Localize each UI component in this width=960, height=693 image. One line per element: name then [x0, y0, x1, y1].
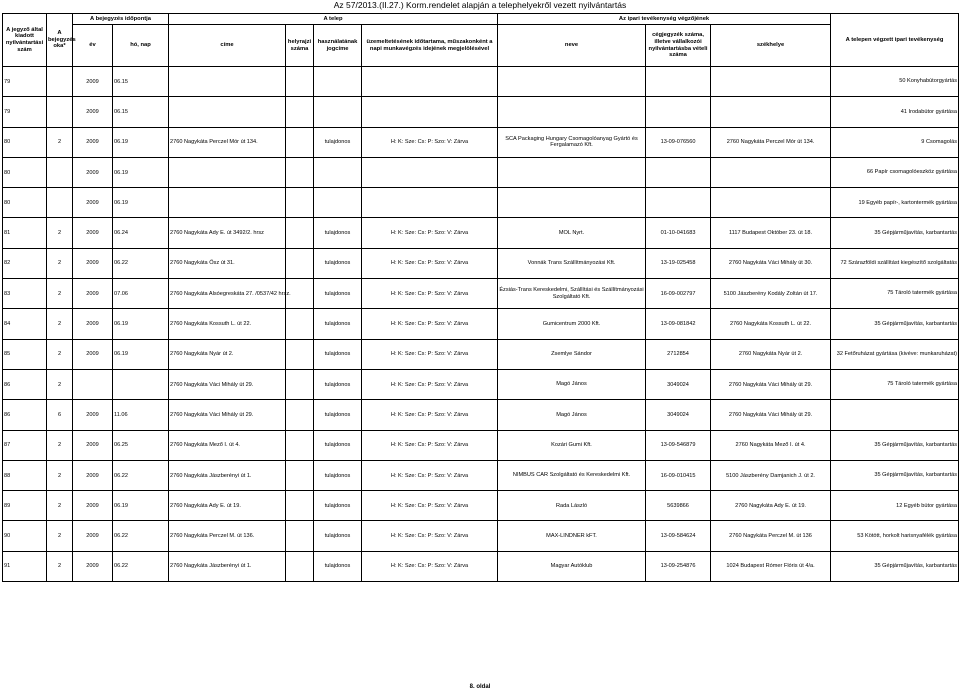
table-row [3, 400, 959, 430]
cell-szekhely [711, 97, 831, 127]
cell-ho: 06.19 [113, 188, 169, 218]
cell-ev: 2009 [73, 521, 113, 551]
table-row [3, 369, 959, 399]
cell-cim [169, 188, 286, 218]
cell-cim: 2760 Nagykáta Nyár út 2. [169, 339, 286, 369]
cell-hrsz [286, 97, 314, 127]
cell-tev: 75 Tároló tatermék gyártása [831, 279, 959, 309]
cell-neve: SCA Packaging Hungary Csomagolóanyag Gyártó és Fergalamazó Kft. [498, 127, 646, 157]
table-row [3, 309, 959, 339]
cell-cim: 2760 Nagykáta Ősz út 31. [169, 248, 286, 278]
cell-szekhely [711, 157, 831, 187]
cell-uzem: H: K: Sze: Cs: P: Szo: V: Zárva [362, 127, 498, 157]
cell-cim: 2760 Nagykáta Perczel M. út 136. [169, 521, 286, 551]
cell-szam: 80 [3, 188, 47, 218]
header-uzemeltetes: üzemeltetésének időtartama, műszakonként a napi munkavégzés idejének megjelölésével [362, 25, 498, 67]
cell-cim [169, 157, 286, 187]
cell-tev: 35 Gépjárműjavítás, karbantartás [831, 460, 959, 490]
cell-szam: 84 [3, 309, 47, 339]
header-szekhely: székhelye [711, 25, 831, 67]
cell-szam: 89 [3, 491, 47, 521]
cell-ceg: 16-09-010415 [646, 460, 711, 490]
cell-oka: 2 [47, 551, 73, 581]
table-row [3, 157, 959, 187]
cell-ceg: 3049024 [646, 369, 711, 399]
page-number: 8. oldal [469, 684, 491, 690]
cell-hrsz [286, 339, 314, 369]
cell-ev: 2009 [73, 248, 113, 278]
cell-oka [47, 157, 73, 187]
cell-tev [831, 400, 959, 430]
cell-hrsz [286, 460, 314, 490]
cell-oka: 2 [47, 127, 73, 157]
cell-ho: 06.22 [113, 551, 169, 581]
cell-neve: Rada László [498, 491, 646, 521]
cell-ev: 2009 [73, 279, 113, 309]
cell-tev: 41 Irodabútor gyártása [831, 97, 959, 127]
cell-szekhely: 2760 Nagykáta Perczel M. út 136 [711, 521, 831, 551]
cell-ceg: 13-09-254876 [646, 551, 711, 581]
cell-cim: 2760 Nagykáta Váci Mihály út 29. [169, 400, 286, 430]
cell-ev: 2009 [73, 309, 113, 339]
table-row [3, 127, 959, 157]
cell-ceg: 01-10-041683 [646, 218, 711, 248]
cell-oka [47, 67, 73, 97]
cell-neve: MOL Nyrt. [498, 218, 646, 248]
cell-szekhely: 1024 Budapest Rómer Flóris út 4/a. [711, 551, 831, 581]
header-hrsz: helyrajzi száma [286, 25, 314, 67]
cell-ceg: 13-09-081842 [646, 309, 711, 339]
cell-ho: 06.19 [113, 157, 169, 187]
header-ev: év [73, 25, 113, 67]
cell-szam: 86 [3, 369, 47, 399]
cell-oka: 2 [47, 521, 73, 551]
header-group-ipari: Az ipari tevékenység végzőjének [498, 14, 831, 25]
cell-szekhely: 2760 Nagykáta Kossuth L. út 22. [711, 309, 831, 339]
cell-jogcim: tulajdonos [314, 309, 362, 339]
cell-ev: 2009 [73, 127, 113, 157]
cell-jogcim: tulajdonos [314, 279, 362, 309]
cell-szam: 83 [3, 279, 47, 309]
cell-uzem [362, 157, 498, 187]
cell-oka: 2 [47, 339, 73, 369]
cell-ceg: 13-09-584624 [646, 521, 711, 551]
cell-cim: 2760 Nagykáta Alsóegreskáta 27. /0537/42 hrsz. [169, 279, 286, 309]
cell-szekhely: 2760 Nagykáta Nyár út 2. [711, 339, 831, 369]
cell-tev: 19 Egyéb papír-, kartontermék gyártása [831, 188, 959, 218]
cell-oka: 2 [47, 248, 73, 278]
cell-neve: Magyar Autóklub [498, 551, 646, 581]
cell-ho: 06.15 [113, 67, 169, 97]
cell-uzem: H: K: Sze: Cs: P: Szo: V: Zárva [362, 521, 498, 551]
header-cime: címe [169, 25, 286, 67]
cell-oka: 2 [47, 309, 73, 339]
table-row [3, 188, 959, 218]
cell-szam: 86 [3, 400, 47, 430]
table-row [3, 67, 959, 97]
cell-ho: 06.24 [113, 218, 169, 248]
cell-neve [498, 188, 646, 218]
cell-ev: 2009 [73, 188, 113, 218]
cell-neve [498, 67, 646, 97]
cell-uzem: H: K: Sze: Cs: P: Szo: V: Zárva [362, 248, 498, 278]
cell-oka: 2 [47, 369, 73, 399]
cell-uzem: H: K: Sze: Cs: P: Szo: V: Zárva [362, 309, 498, 339]
cell-tev: 53 Kötött, horkolt harisnyafélék gyártása [831, 521, 959, 551]
cell-szam: 79 [3, 97, 47, 127]
cell-cim [169, 97, 286, 127]
cell-oka: 6 [47, 400, 73, 430]
cell-tev: 35 Gépjárműjavítás, karbantartás [831, 309, 959, 339]
cell-neve [498, 97, 646, 127]
cell-neve: NIMBUS CAR Szolgáltató és Kereskedelmi Kft. [498, 460, 646, 490]
table-row [3, 460, 959, 490]
table-row [3, 430, 959, 460]
cell-szekhely: 2760 Nagykáta Mező I. út 4. [711, 430, 831, 460]
cell-ev: 2009 [73, 218, 113, 248]
cell-ev: 2009 [73, 551, 113, 581]
cell-neve: Magó János [498, 400, 646, 430]
cell-ho: 06.22 [113, 521, 169, 551]
cell-uzem: H: K: Sze: Cs: P: Szo: V: Zárva [362, 491, 498, 521]
cell-ceg [646, 67, 711, 97]
cell-hrsz [286, 309, 314, 339]
cell-ceg [646, 188, 711, 218]
cell-ev: 2009 [73, 430, 113, 460]
cell-cim: 2760 Nagykáta Jászberényi út 1. [169, 460, 286, 490]
cell-szam: 80 [3, 157, 47, 187]
cell-ho: 06.22 [113, 460, 169, 490]
cell-ho: 06.19 [113, 309, 169, 339]
header-neve: neve [498, 25, 646, 67]
cell-uzem: H: K: Sze: Cs: P: Szo: V: Zárva [362, 430, 498, 460]
cell-ho: 06.19 [113, 127, 169, 157]
table-row [3, 97, 959, 127]
cell-uzem [362, 188, 498, 218]
cell-jogcim: tulajdonos [314, 400, 362, 430]
cell-ho: 06.15 [113, 97, 169, 127]
cell-jogcim: tulajdonos [314, 248, 362, 278]
cell-ho: 07.06 [113, 279, 169, 309]
header-group-idopont: A bejegyzés időpontja [73, 14, 169, 25]
cell-oka: 2 [47, 430, 73, 460]
cell-oka [47, 97, 73, 127]
cell-jogcim: tulajdonos [314, 369, 362, 399]
cell-jogcim: tulajdonos [314, 460, 362, 490]
cell-uzem: H: K: Sze: Cs: P: Szo: V: Zárva [362, 339, 498, 369]
table-row [3, 521, 959, 551]
cell-ceg: 13-09-076560 [646, 127, 711, 157]
cell-ceg: 5639866 [646, 491, 711, 521]
registry-table [2, 13, 959, 582]
cell-jogcim: tulajdonos [314, 491, 362, 521]
cell-tev: 50 Konyhabútorgyártás [831, 67, 959, 97]
cell-ho: 06.19 [113, 491, 169, 521]
cell-ev: 2009 [73, 491, 113, 521]
header-jegyzo: A jegyző által kiadott nyilvántartási szám [3, 14, 47, 67]
cell-jogcim: tulajdonos [314, 127, 362, 157]
cell-cim: 2760 Nagykáta Ady E. út 3492/2. hrsz [169, 218, 286, 248]
cell-tev: 35 Gépjárműjavítás, karbantartás [831, 218, 959, 248]
cell-cim: 2760 Nagykáta Jászberényi út 1. [169, 551, 286, 581]
cell-ev: 2009 [73, 67, 113, 97]
cell-szam: 91 [3, 551, 47, 581]
cell-tev: 12 Egyéb bútor gyártása [831, 491, 959, 521]
cell-uzem: H: K: Sze: Cs: P: Szo: V: Zárva [362, 218, 498, 248]
cell-jogcim [314, 157, 362, 187]
cell-hrsz [286, 218, 314, 248]
cell-ceg: 13-19-025458 [646, 248, 711, 278]
cell-neve: Ézsiás-Trans Kereskedelmi, Szállítási és Szállítmányozási Szolgáltató Kft. [498, 279, 646, 309]
cell-hrsz [286, 188, 314, 218]
cell-uzem: H: K: Sze: Cs: P: Szo: V: Zárva [362, 279, 498, 309]
cell-szam: 82 [3, 248, 47, 278]
table-row [3, 248, 959, 278]
cell-szam: 79 [3, 67, 47, 97]
cell-uzem: H: K: Sze: Cs: P: Szo: V: Zárva [362, 369, 498, 399]
cell-cim [169, 67, 286, 97]
table-row [3, 279, 959, 309]
cell-hrsz [286, 521, 314, 551]
table-row [3, 551, 959, 581]
cell-ceg: 2712854 [646, 339, 711, 369]
cell-ceg [646, 157, 711, 187]
cell-szam: 88 [3, 460, 47, 490]
cell-ceg: 3049024 [646, 400, 711, 430]
cell-cim: 2760 Nagykáta Kossuth L. út 22. [169, 309, 286, 339]
cell-oka: 2 [47, 279, 73, 309]
cell-jogcim [314, 97, 362, 127]
header-oka: A bejegyzés oka* [47, 14, 73, 67]
cell-ceg [646, 97, 711, 127]
cell-szam: 90 [3, 521, 47, 551]
cell-ev: 2009 [73, 400, 113, 430]
cell-tev: 75 Tároló tatermék gyártása [831, 369, 959, 399]
cell-hrsz [286, 127, 314, 157]
header-honap: hó, nap [113, 25, 169, 67]
cell-jogcim: tulajdonos [314, 551, 362, 581]
cell-ho: 11.06 [113, 400, 169, 430]
cell-ev: 2009 [73, 460, 113, 490]
header-hasznalat: használatának jogcíme [314, 25, 362, 67]
cell-szekhely: 1117 Budapest Október 23. út 18. [711, 218, 831, 248]
cell-neve: Gumicentrum 2000 Kft. [498, 309, 646, 339]
header-tevekenyseg: A telepen végzett ipari tevékenység [831, 14, 959, 67]
cell-szam: 80 [3, 127, 47, 157]
table-row [3, 491, 959, 521]
cell-neve: Kozári Gumi Kft. [498, 430, 646, 460]
cell-cim: 2760 Nagykáta Váci Mihály út 29. [169, 369, 286, 399]
cell-jogcim: tulajdonos [314, 430, 362, 460]
cell-hrsz [286, 67, 314, 97]
cell-hrsz [286, 551, 314, 581]
cell-szekhely [711, 188, 831, 218]
table-row [3, 218, 959, 248]
cell-szekhely: 2760 Nagykáta Váci Mihály út 29. [711, 369, 831, 399]
header-cegjegyzek: cégjegyzék száma, illetve vállalkozói nyilvántartásba vételi száma [646, 25, 711, 67]
cell-ev [73, 369, 113, 399]
cell-jogcim: tulajdonos [314, 218, 362, 248]
cell-hrsz [286, 491, 314, 521]
cell-ev: 2009 [73, 157, 113, 187]
cell-neve: Magó János [498, 369, 646, 399]
table-row [3, 339, 959, 369]
cell-cim: 2760 Nagykáta Mező I. út 4. [169, 430, 286, 460]
cell-neve: Zsemlye Sándor [498, 339, 646, 369]
cell-cim: 2760 Nagykáta Ady E. út 19. [169, 491, 286, 521]
cell-hrsz [286, 369, 314, 399]
cell-neve: MAX-LINDNER kFT. [498, 521, 646, 551]
cell-oka: 2 [47, 460, 73, 490]
cell-szekhely: 2760 Nagykáta Váci Mihály út 29. [711, 400, 831, 430]
cell-jogcim: tulajdonos [314, 521, 362, 551]
cell-szam: 87 [3, 430, 47, 460]
cell-ev: 2009 [73, 339, 113, 369]
cell-oka [47, 188, 73, 218]
cell-szam: 85 [3, 339, 47, 369]
cell-szekhely [711, 67, 831, 97]
cell-tev: 66 Papír csomagolóeszköz gyártása [831, 157, 959, 187]
header-group-telep: A telep [169, 14, 498, 25]
cell-ceg: 13-09-546879 [646, 430, 711, 460]
cell-ceg: 16-09-002797 [646, 279, 711, 309]
page-title: Az 57/2013.(II.27.) Korm.rendelet alapján a telephelyekről vezett nyilvántartás [333, 0, 627, 10]
cell-szekhely: 2760 Nagykáta Perczel Mór út 134. [711, 127, 831, 157]
cell-hrsz [286, 248, 314, 278]
cell-neve: Vonnák Trans Szállítmányozási Kft. [498, 248, 646, 278]
cell-uzem [362, 67, 498, 97]
cell-oka: 2 [47, 218, 73, 248]
cell-szam: 81 [3, 218, 47, 248]
cell-szekhely: 2760 Nagykáta Váci Mihály út 30. [711, 248, 831, 278]
cell-szekhely: 5100 Jászberény Kodály Zoltán út 17. [711, 279, 831, 309]
cell-ho: 06.25 [113, 430, 169, 460]
cell-hrsz [286, 157, 314, 187]
cell-ho: 06.19 [113, 339, 169, 369]
cell-uzem: H: K: Sze: Cs: P: Szo: V: Zárva [362, 460, 498, 490]
cell-hrsz [286, 400, 314, 430]
cell-tev: 72 Szárazföldi szállítást kiegészítő szolgáltatás [831, 248, 959, 278]
cell-jogcim [314, 67, 362, 97]
cell-tev: 32 Fetőruházat gyártása (kivéve: munkaruházat) [831, 339, 959, 369]
cell-ev: 2009 [73, 97, 113, 127]
cell-tev: 9 Csomagolás [831, 127, 959, 157]
cell-tev: 35 Gépjárműjavítás, karbantartás [831, 551, 959, 581]
cell-hrsz [286, 430, 314, 460]
cell-jogcim: tulajdonos [314, 339, 362, 369]
cell-uzem [362, 97, 498, 127]
cell-uzem: H: K: Sze: Cs: P: Szo: V: Zárva [362, 400, 498, 430]
cell-uzem: H: K: Sze: Cs: P: Szo: V: Zárva [362, 551, 498, 581]
cell-jogcim [314, 188, 362, 218]
cell-szekhely: 5100 Jászberény Damjanich J. út 2. [711, 460, 831, 490]
cell-tev: 35 Gépjárműjavítás, karbantartás [831, 430, 959, 460]
cell-neve [498, 157, 646, 187]
cell-ho: 06.22 [113, 248, 169, 278]
cell-ho [113, 369, 169, 399]
cell-szekhely: 2760 Nagykáta Ady E. út 19. [711, 491, 831, 521]
cell-cim: 2760 Nagykáta Perczel Mór út 134. [169, 127, 286, 157]
cell-oka: 2 [47, 491, 73, 521]
